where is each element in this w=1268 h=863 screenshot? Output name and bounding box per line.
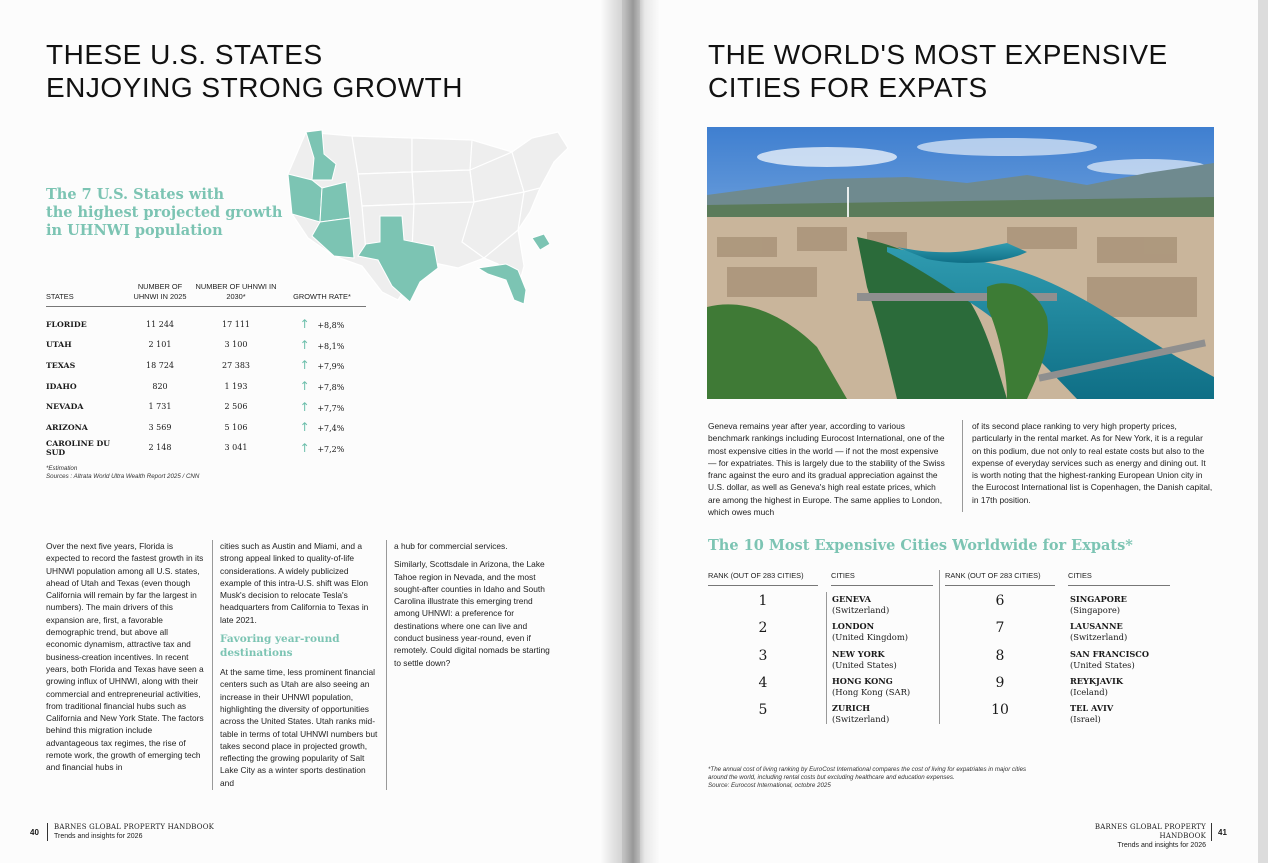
arrow-up-icon: ↑ bbox=[299, 379, 310, 394]
col-header-states: STATES bbox=[46, 266, 126, 306]
states-table bbox=[46, 266, 366, 458]
col-header-growth: GROWTH RATE* bbox=[278, 266, 366, 306]
right-intro-column-2 bbox=[972, 420, 1214, 506]
city-rank: 2 bbox=[758, 620, 768, 636]
geneva-photo bbox=[707, 127, 1214, 399]
rank-header-right: RANK (OUT OF 283 CITIES) bbox=[945, 571, 1041, 580]
states-subhead bbox=[46, 186, 282, 240]
favoring-subhead-line-2: destinations bbox=[220, 647, 293, 660]
column-divider bbox=[212, 540, 213, 790]
city-entry bbox=[832, 703, 889, 724]
left-page bbox=[0, 0, 622, 863]
uhnwi-2030: 1 193 bbox=[224, 381, 248, 391]
growth-rate: +8,8% bbox=[317, 321, 345, 331]
growth-cell bbox=[278, 438, 366, 459]
cities-subhead: The 10 Most Expensive Cities Worldwide for Expats* bbox=[708, 537, 1133, 554]
page-edge bbox=[1258, 0, 1268, 863]
city-name: REYKJAVIK bbox=[1070, 676, 1123, 686]
city-rank: 7 bbox=[995, 620, 1005, 636]
city-rank: 5 bbox=[758, 702, 768, 718]
city-rank: 4 bbox=[758, 675, 768, 691]
uhnwi-2030: 3 041 bbox=[224, 443, 248, 453]
left-body-column-1 bbox=[46, 540, 206, 774]
city-country: (United Kingdom) bbox=[832, 631, 909, 642]
left-title-line-1: THESE U.S. STATES bbox=[46, 39, 323, 70]
city-entry bbox=[832, 621, 908, 642]
city-entry bbox=[1070, 676, 1123, 697]
left-col3-paragraph-1: a hub for commercial services. bbox=[394, 541, 508, 551]
cities-header-left: CITIES bbox=[831, 571, 855, 580]
city-country: (United States) bbox=[1070, 659, 1135, 670]
favoring-subhead-line-1: Favoring year-round bbox=[220, 633, 340, 646]
state-name: CAROLINE DU SUD bbox=[46, 438, 111, 457]
left-page-title bbox=[46, 38, 463, 104]
state-name: ARIZONA bbox=[46, 422, 88, 432]
state-name: UTAH bbox=[46, 340, 72, 350]
column-divider bbox=[962, 420, 963, 512]
city-country: (Hong Kong (SAR) bbox=[832, 686, 911, 697]
growth-rate: +7,4% bbox=[317, 424, 345, 434]
footer-brand: BARNES GLOBAL PROPERTY HANDBOOK bbox=[54, 823, 215, 831]
city-entry bbox=[832, 594, 889, 615]
column-divider bbox=[939, 570, 940, 724]
footer-subtitle: Trends and insights for 2026 bbox=[1117, 842, 1206, 849]
state-wyoming-colorado-area bbox=[358, 172, 414, 206]
arrow-up-icon: ↑ bbox=[299, 317, 310, 332]
arrow-up-icon: ↑ bbox=[299, 358, 310, 373]
table-row bbox=[46, 355, 366, 376]
city-name: NEW YORK bbox=[832, 649, 885, 659]
header-rule bbox=[945, 585, 1055, 586]
city-entry bbox=[1070, 649, 1149, 670]
right-title-line-1: THE WORLD'S MOST EXPENSIVE bbox=[708, 39, 1168, 70]
right-intro-column-1 bbox=[708, 420, 946, 518]
left-col2-paragraph-2: At the same time, less prominent financial centers such as Utah are also seeing an increase in their UHNWI population, highlighting the diversity of opportunities across the United States. Utah ranks mid-table in terms of total UHNWI numbers but takes second place in projected growth, reflecting the growing popularity of Salt Lake City as a winter sports destination and bbox=[220, 667, 378, 788]
state-name: IDAHO bbox=[46, 381, 77, 391]
cities-note-line-1: *The annual cost of living ranking by EuroCost International compares the cost of living for expatriates in major cities bbox=[708, 766, 1027, 773]
col-header-2030: NUMBER OF UHNWI IN 2030* bbox=[194, 266, 278, 306]
table-row bbox=[46, 438, 366, 459]
city-country: (United States) bbox=[832, 659, 897, 670]
growth-cell bbox=[278, 417, 366, 438]
table-row bbox=[46, 376, 366, 397]
right-intro-paragraph-1: Geneva remains year after year, according to various benchmark rankings including Eurocost International, one of the most expensive cities in the world — if not the most expensive — for expatriates. This is largely due to the stability of the Swiss franc against the euro and its gradual appreciation against the U.S. dollar, as well as Geneva's high real estate prices, which are among the highest in Europe. The same applies to London, which owes much bbox=[708, 421, 945, 518]
city-name: LONDON bbox=[832, 621, 875, 631]
table-row bbox=[46, 314, 366, 335]
state-arizona bbox=[312, 218, 354, 258]
city-name: HONG KONG bbox=[832, 676, 893, 686]
column-divider bbox=[386, 540, 387, 790]
uhnwi-2030: 2 506 bbox=[224, 402, 248, 412]
growth-rate: +7,7% bbox=[317, 403, 345, 413]
city-name: TEL AVIV bbox=[1070, 703, 1114, 713]
states-table-note bbox=[46, 465, 199, 481]
city-country: (Switzerland) bbox=[1070, 631, 1128, 642]
city-name: SINGAPORE bbox=[1070, 594, 1127, 604]
right-page bbox=[640, 0, 1258, 863]
arrow-up-icon: ↑ bbox=[299, 337, 310, 352]
cities-header-right: CITIES bbox=[1068, 571, 1092, 580]
city-country: (Israel) bbox=[1070, 713, 1101, 724]
growth-rate: +7,2% bbox=[317, 444, 345, 454]
growth-rate: +7,8% bbox=[317, 383, 345, 393]
left-col2-paragraph-1: cities such as Austin and Miami, and a strong appeal linked to quality-of-life considerations. A widely publicized example of this intra-U.S. shift was Elon Musk's decision to relocate Tesla's headquarters from California to Texas in late 2021. bbox=[220, 541, 369, 625]
state-montana-area bbox=[352, 136, 412, 174]
city-rank: 1 bbox=[758, 593, 768, 609]
growth-cell bbox=[278, 335, 366, 356]
state-south-carolina bbox=[532, 234, 550, 250]
uhnwi-2025: 1 731 bbox=[148, 402, 172, 412]
header-rule bbox=[1068, 585, 1170, 586]
state-utah bbox=[320, 182, 350, 222]
city-rank: 3 bbox=[758, 648, 768, 664]
states-subhead-line-2: the highest projected growth bbox=[46, 204, 283, 221]
estimation-note: *Estimation bbox=[46, 465, 78, 472]
footer-divider bbox=[1211, 823, 1212, 841]
uhnwi-2030: 5 106 bbox=[224, 422, 248, 432]
city-country: (Switzerland) bbox=[832, 604, 890, 615]
uhnwi-2025: 11 244 bbox=[146, 319, 174, 329]
city-name: LAUSANNE bbox=[1070, 621, 1123, 631]
states-subhead-line-3: in UHNWI population bbox=[46, 222, 223, 239]
state-name: TEXAS bbox=[46, 360, 76, 370]
growth-cell bbox=[278, 314, 366, 335]
city-entry bbox=[1070, 703, 1113, 724]
city-country: (Switzerland) bbox=[832, 713, 890, 724]
city-rank: 9 bbox=[995, 675, 1005, 691]
uhnwi-2025: 3 569 bbox=[148, 422, 172, 432]
growth-cell bbox=[278, 396, 366, 417]
city-name: GENEVA bbox=[832, 594, 872, 604]
page-number-right: 41 bbox=[1218, 828, 1227, 837]
uhnwi-2025: 18 724 bbox=[146, 360, 174, 370]
city-entry bbox=[832, 676, 910, 697]
left-col3-paragraph-2: Similarly, Scottsdale in Arizona, the Lake Tahoe region in Nevada, and the most sought-after counties in Idaho and South Carolina illustrate this emerging trend among UHNWI: a preference for destinations where one can live and conduct business year-round, even if remotely. Could digital nomads be starting to settle down? bbox=[394, 559, 550, 668]
left-body-column-3 bbox=[394, 540, 554, 669]
arrow-up-icon: ↑ bbox=[299, 440, 310, 455]
header-rule bbox=[831, 585, 933, 586]
state-name: NEVADA bbox=[46, 402, 84, 412]
left-title-line-2: ENJOYING STRONG GROWTH bbox=[46, 72, 463, 103]
footer-subtitle: Trends and insights for 2026 bbox=[54, 833, 143, 840]
right-intro-paragraph-2: of its second place ranking to very high property prices, particularly in the rental market. As for New York, it is a regular on this podium, due not only to real estate costs but also to the expense of everyday services such as energy and dining out. It is worth noting that the highest-ranking European Union city in the Eurocost International list is Copenhagen, the Danish capital, in 17th position. bbox=[972, 421, 1213, 505]
table-row bbox=[46, 335, 366, 356]
table-row bbox=[46, 396, 366, 417]
city-name: SAN FRANCISCO bbox=[1070, 649, 1149, 659]
city-country: (Iceland) bbox=[1070, 686, 1108, 697]
cities-note-line-2: around the world, including rental costs but excluding healthcare and education expenses. bbox=[708, 774, 955, 781]
page-number-left: 40 bbox=[30, 828, 39, 837]
footer-right bbox=[1078, 823, 1206, 850]
arrow-up-icon: ↑ bbox=[299, 420, 310, 435]
state-plains-area bbox=[412, 170, 474, 204]
left-body-column-2 bbox=[220, 540, 380, 789]
col-header-2025: NUMBER OF UHNWI IN 2025 bbox=[126, 266, 194, 306]
growth-cell bbox=[278, 355, 366, 376]
cities-note-line-3: Source: Eurocost International, octobre 2025 bbox=[708, 782, 831, 789]
favoring-subhead bbox=[220, 632, 380, 660]
states-subhead-line-1: The 7 U.S. States with bbox=[46, 186, 225, 203]
growth-rate: +7,9% bbox=[317, 362, 345, 372]
city-name: ZURICH bbox=[832, 703, 871, 713]
uhnwi-2025: 2 148 bbox=[148, 443, 172, 453]
right-title-line-2: CITIES FOR EXPATS bbox=[708, 72, 988, 103]
table-row bbox=[46, 417, 366, 438]
state-name: FLORIDE bbox=[46, 319, 87, 329]
uhnwi-2025: 2 101 bbox=[148, 340, 172, 350]
growth-cell bbox=[278, 376, 366, 397]
cities-note bbox=[708, 766, 1026, 790]
uhnwi-2030: 3 100 bbox=[224, 340, 248, 350]
uhnwi-2025: 820 bbox=[152, 381, 168, 391]
footer-brand: BARNES GLOBAL PROPERTY HANDBOOK bbox=[1094, 823, 1206, 840]
city-rank: 10 bbox=[991, 702, 1009, 718]
footer-divider bbox=[47, 823, 48, 841]
footer-left bbox=[54, 823, 214, 841]
left-col1-paragraph: Over the next five years, Florida is expected to record the fastest growth in its UHNWI population among all U.S. states, ahead of Utah and Texas (even though California will remain by far the largest in numbers). The main drivers of this expansion are, first, a favorable demographic trend, but above all economic dynamism, attractive tax and business-creation incentives. In recent years, both Florida and Texas have seen a growing influx of UHNWI, along with their commercial and entrepreneurial activities, from traditional financial hubs such as California and New York State. The factors behind this migration include advantageous tax regimes, the rise of remote work, the growth of emerging tech and financial hubs in bbox=[46, 541, 204, 773]
uhnwi-2030: 17 111 bbox=[222, 319, 250, 329]
city-country: (Singapore) bbox=[1070, 604, 1121, 615]
uhnwi-2030: 27 383 bbox=[222, 360, 250, 370]
city-entry bbox=[832, 649, 897, 670]
column-divider bbox=[826, 592, 827, 724]
rank-header-left: RANK (OUT OF 283 CITIES) bbox=[708, 571, 804, 580]
city-entry bbox=[1070, 594, 1127, 615]
sources-note: Sources : Altrata World Ultra Wealth Report 2025 / CNN bbox=[46, 473, 200, 480]
growth-rate: +8,1% bbox=[317, 341, 345, 351]
state-dakotas-area bbox=[412, 138, 472, 172]
right-page-title bbox=[708, 38, 1168, 104]
header-rule bbox=[708, 585, 818, 586]
city-rank: 6 bbox=[995, 593, 1005, 609]
city-rank: 8 bbox=[995, 648, 1005, 664]
arrow-up-icon: ↑ bbox=[299, 399, 310, 414]
city-entry bbox=[1070, 621, 1127, 642]
